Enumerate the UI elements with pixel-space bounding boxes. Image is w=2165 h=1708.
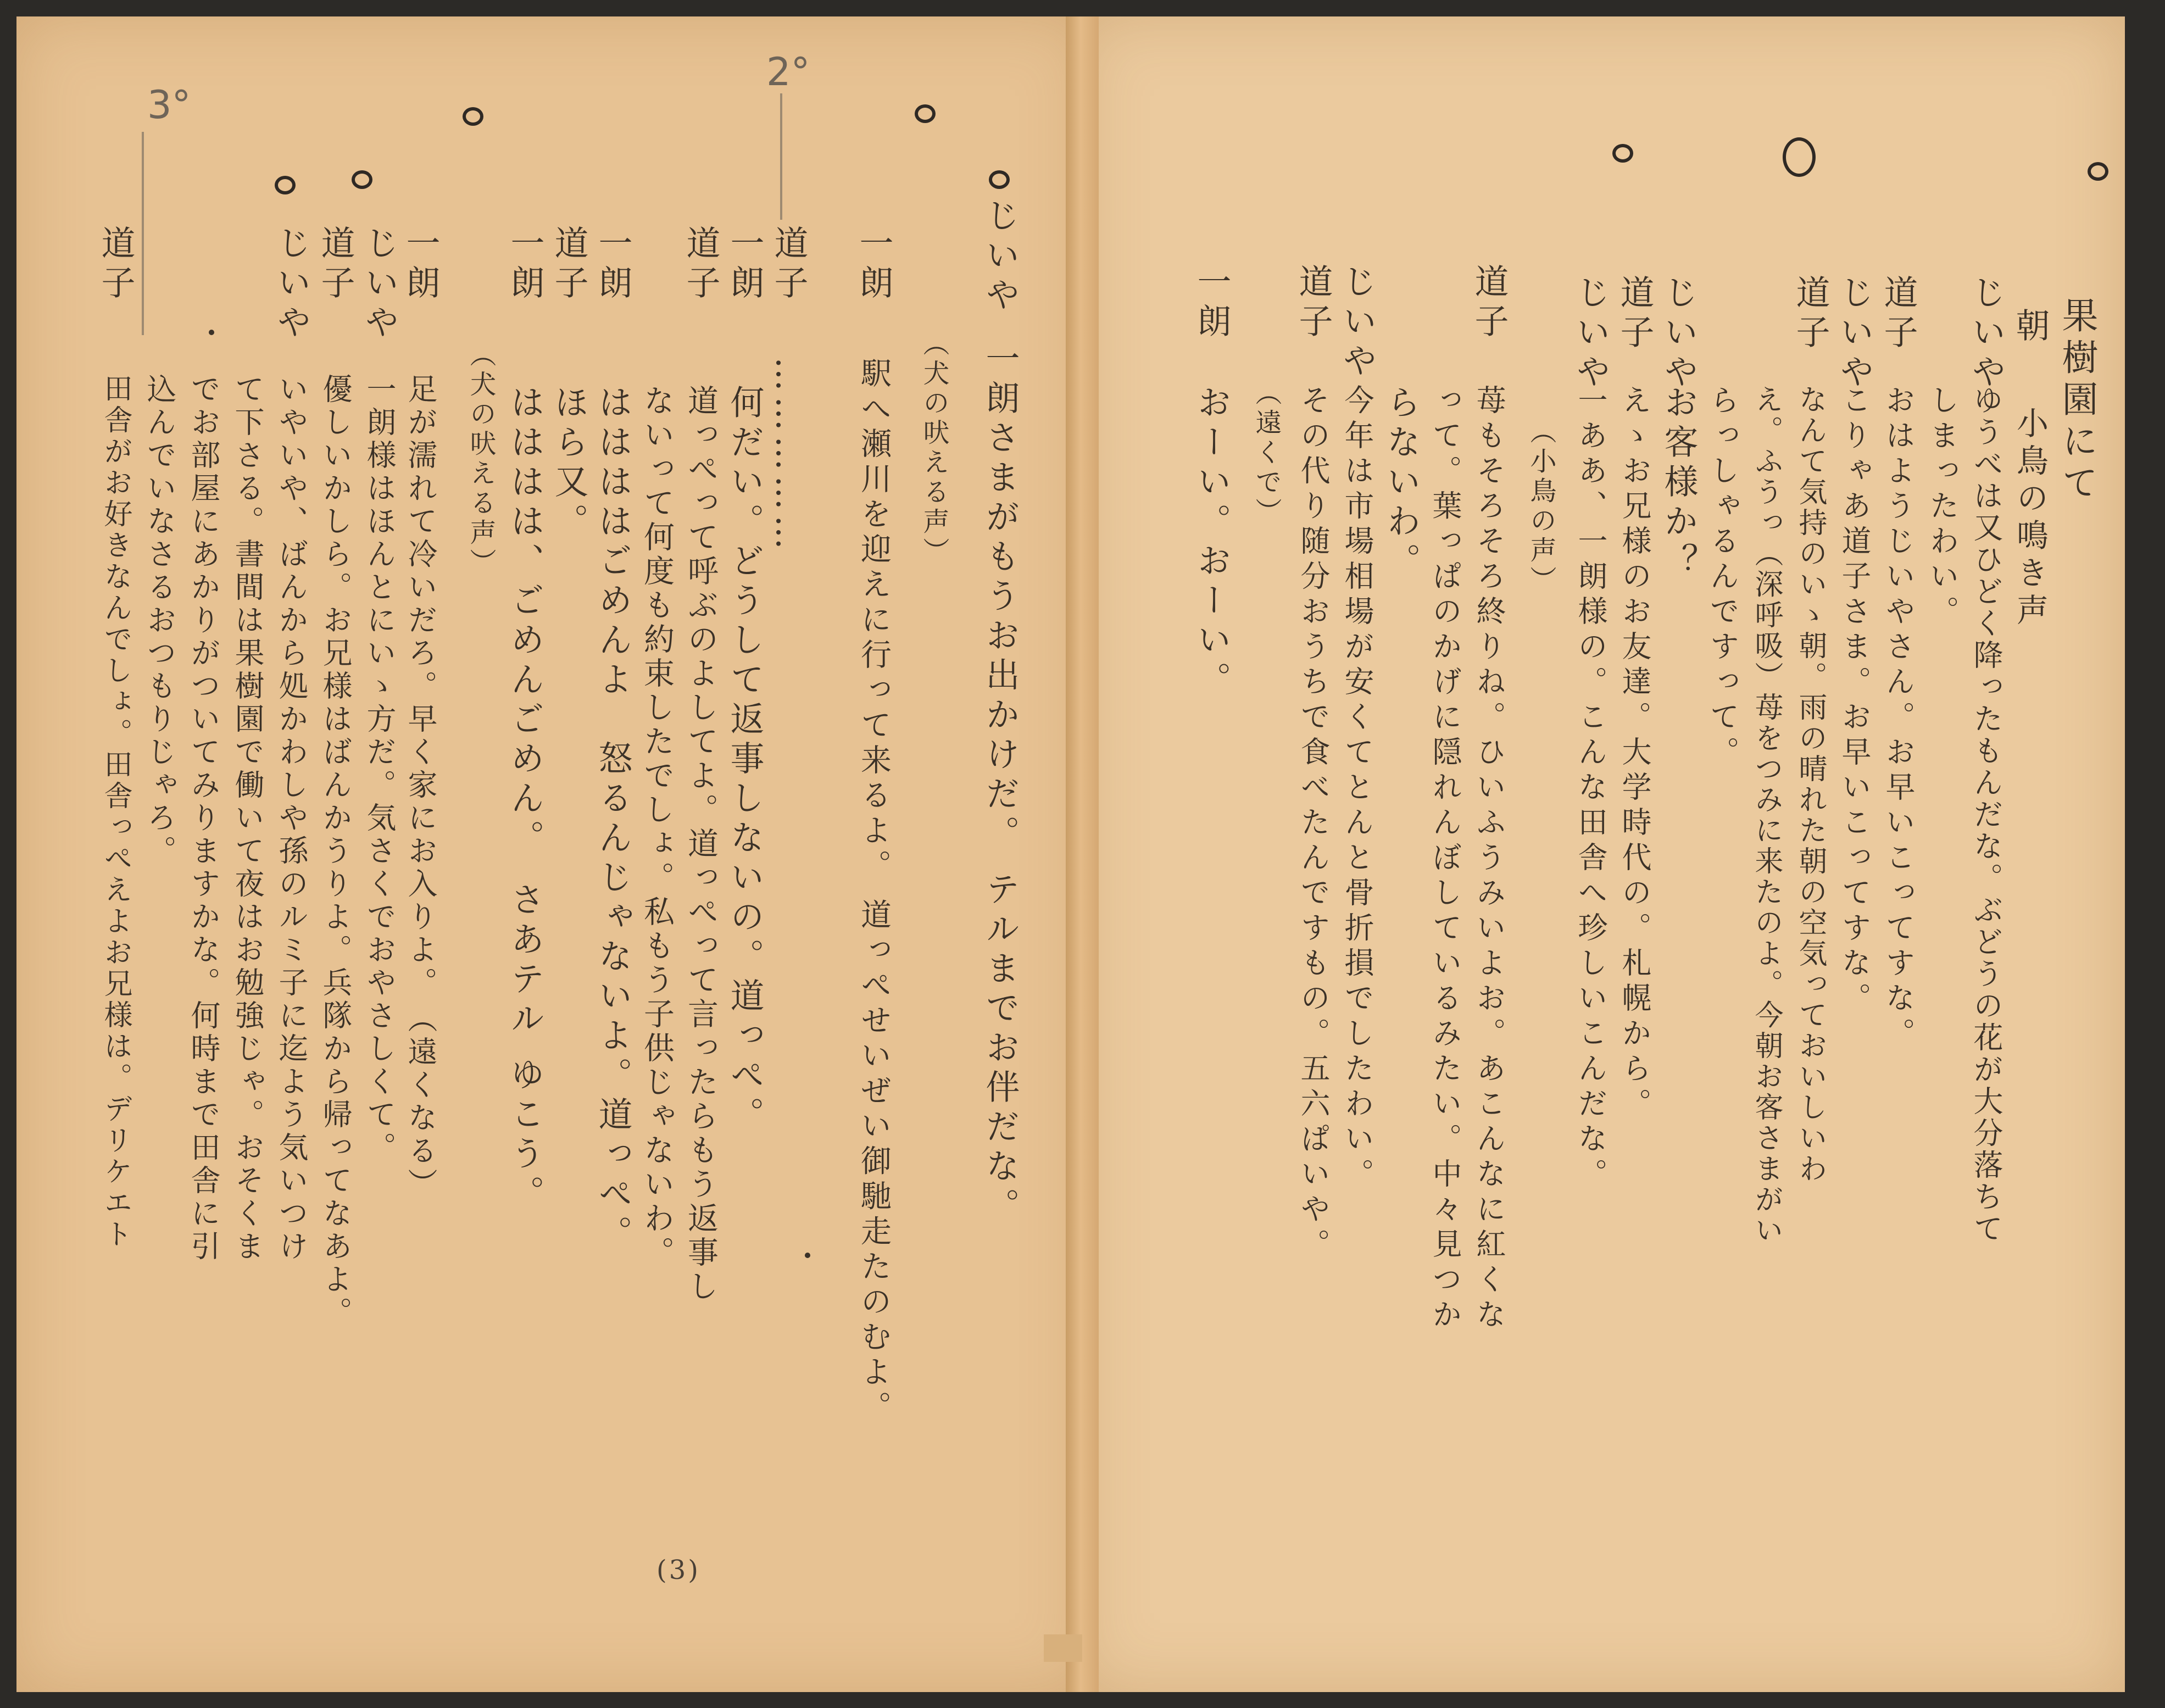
scene-heading: 果樹園にて [2056, 297, 2098, 505]
dialogue-line: でお部屋にあかりがついてみりますかな。何時まで田舎に引 [186, 374, 221, 1264]
dialogue-line: ほら又。 [549, 385, 589, 543]
speaker-ichiro: 一朗 [400, 225, 441, 304]
stage-direction: （犬の吠える声） [465, 341, 496, 578]
dialogue-line: はははは、ごめんごめん。 さあテル ゆこう。 [505, 385, 545, 1215]
dialogue-line: 込んでいなさるおつもりじゃろ。 [142, 374, 177, 868]
dialogue-line: その代り随分おうちで食べたんですもの。五六ぱいや。 [1296, 385, 1331, 1264]
dialogue-line: おーい。おーい。 [1192, 385, 1232, 701]
speaker-michiko: 道子 [681, 225, 721, 304]
scene-number-circle [1783, 137, 1816, 177]
dialogue-line: 一朗様はほんとにいゝ方だ。気さくでおやさしくて。 [362, 374, 397, 1165]
dialogue-line: …………… [769, 357, 809, 555]
ink-dot [805, 1253, 810, 1258]
speaker-michiko: 道子 [1469, 264, 1509, 343]
speaker-michiko: 道子 [1790, 275, 1830, 354]
speaker-jiiya: じいや [1834, 275, 1874, 393]
speaker-jiiya: じいや [1337, 264, 1377, 382]
pencil-note-3: 3° [147, 82, 191, 127]
ink-dot [209, 330, 214, 335]
speaker-jiiya: じいや [359, 225, 399, 344]
dialogue-line: ははははごめんよ 怒るんじゃないよ。道っぺ。 [593, 385, 633, 1255]
dialogue-line: 田舎がお好きなんでしょ。田舎っぺえよお兄様は。デリケエト [99, 374, 132, 1250]
dialogue-line: 足が濡れて冷いだろ。早く家にお入りよ。 （遠くなる） [403, 374, 438, 1201]
dialogue-line: 優しいかしら。お兄様はばんかうりよ。兵隊から帰ってなあよ。 [318, 374, 353, 1329]
cue-mark [989, 170, 1010, 189]
pencil-line [780, 93, 782, 220]
dialogue-line: お客様か？ [1658, 385, 1699, 582]
cue-mark [1612, 144, 1633, 163]
dialogue-line: らないわ。 [1381, 385, 1421, 582]
cue-mark [275, 176, 296, 194]
speaker-jiiya: じいや [271, 225, 311, 344]
dialogue-line: らっしゃるんですって。 [1705, 385, 1740, 771]
dialogue-line: ゆうべは又ひどく降ったもんだな。ぶどうの花が大分落ちて [1969, 385, 2003, 1245]
cue-mark [915, 104, 936, 123]
speaker-ichiro: 一朗 [505, 225, 545, 304]
dialogue-line: こりゃあ道子さま。お早いこってすな。 [1837, 385, 1872, 1017]
speaker-ichiro: 一朗 [593, 225, 633, 304]
back-page-edge [1044, 1634, 1082, 1662]
dialogue-line: なんて気持のいゝ朝。雨の晴れた朝の空気っておいしいわ [1794, 385, 1827, 1184]
speaker-michiko: 道子 [1615, 275, 1655, 354]
pencil-note-2: 2° [766, 49, 810, 94]
dialogue-line: 駅へ瀬川を迎えに行って来るよ。 道っぺせいぜい御馳走たのむよ。 [856, 357, 892, 1426]
dialogue-line: 今年は市場相場が安くてとんと骨折損でしたわい。 [1340, 385, 1374, 1193]
speaker-michiko: 道子 [315, 225, 355, 304]
dialogue-line: 苺もそろそろ終りね。ひいふうみいよお。あこんなに紅くな [1472, 385, 1506, 1334]
dialogue-line: て下さる。書間は果樹園で働いて夜はお勉強じゃ。おそくま [230, 374, 265, 1264]
speaker-jiiya: じいや [1571, 275, 1611, 393]
dialogue-line: おはようじいやさん。お早いこってすな。 [1881, 385, 1916, 1053]
pencil-bracket-line [142, 132, 144, 335]
speaker-jiiya: じいや [980, 198, 1020, 316]
dialogue-line: ないって何度も約束したでしょ。私もう子供じゃないわ。 [639, 385, 675, 1270]
stage-direction: （小鳥の声） [1526, 418, 1556, 596]
speaker-michiko: 道子 [1878, 275, 1918, 354]
cue-mark [352, 170, 372, 189]
dialogue-line: いやいや、ばんから処かわしや孫のルミ子に迄よう気いつけ [274, 374, 309, 1264]
speaker-michiko: 道子 [96, 225, 136, 304]
dialogue-line: えゝお兄様のお友達。大学時代の。札幌から。 [1617, 385, 1652, 1123]
dialogue-line: 一朗さまがもうお出かけだ。 テルまでお伴だな。 [980, 341, 1020, 1227]
cue-mark [463, 107, 483, 126]
speaker-michiko: 道子 [769, 225, 809, 304]
speaker-michiko: 道子 [1293, 264, 1333, 343]
stage-direction: （犬の吠える声） [919, 330, 949, 567]
dialogue-line: 一ああ、一朗様の。こんな田舎へ珍しいこんだな。 [1573, 385, 1608, 1193]
dialogue-line: しまったわい。 [1925, 385, 1960, 631]
dialogue-line: 何だい。どうして返事しないの。道っぺ。 [725, 385, 765, 1136]
sound-cue: 小鳥の鳴き声 [2011, 407, 2049, 631]
dialogue-line: って。葉っぱのかげに隠れんぼしているみたい。中々見つか [1428, 385, 1462, 1334]
page-number: (3) [656, 1555, 700, 1585]
speaker-ichiro: 一朗 [1192, 264, 1232, 343]
speaker-michiko: 道子 [549, 225, 589, 304]
book-spine [1066, 16, 1099, 1692]
dialogue-line: 道っぺって呼ぶのよしてよ。道っぺって言ったらもう返事し [683, 385, 719, 1304]
speaker-jiiya: じいや [1966, 275, 2006, 393]
speaker-jiiya: じいや [1658, 275, 1699, 393]
cue-mark [2088, 162, 2108, 181]
speaker-ichiro: 一朗 [725, 225, 765, 304]
dialogue-line: え。ふうっ（深呼吸）苺をつみに来たのよ。今朝お客さまがい [1750, 385, 1783, 1246]
speaker-ichiro: 一朗 [854, 225, 894, 304]
time-of-day: 朝 [2010, 308, 2050, 347]
stage-direction: （遠くで） [1251, 379, 1282, 527]
